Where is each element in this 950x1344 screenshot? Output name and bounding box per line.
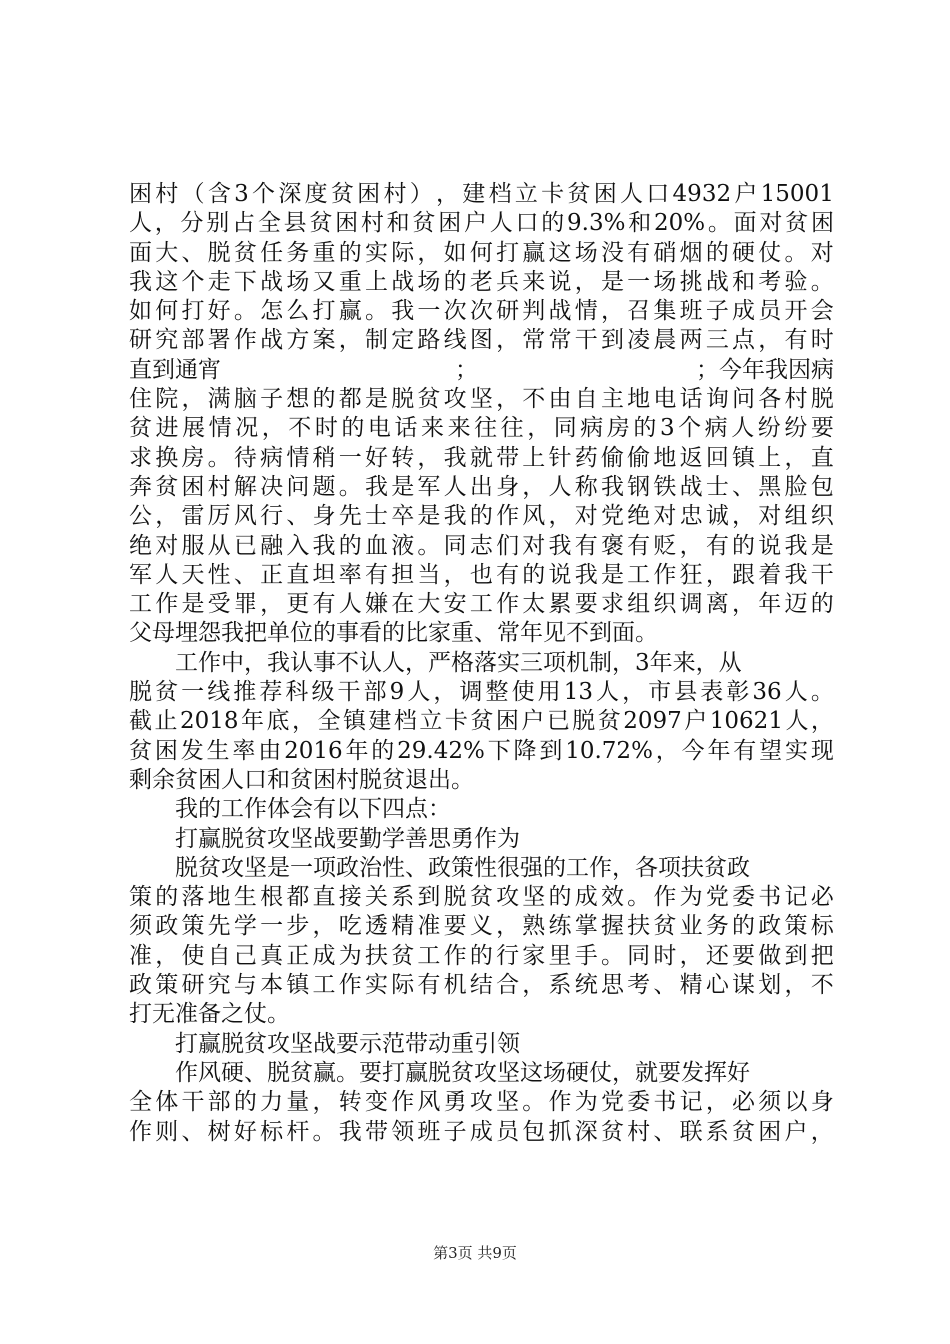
page-number-label: 第3页 共9页 [433,1244,517,1262]
text-line-gapped [129,356,834,385]
text-line: 住 院 ， 满 脑 子 想 的 都 是 脱 贫 攻 坚 ， 不 由 自 主 地 电 话 询 问 各 村 脱 [129,386,834,413]
text-line: 脱 贫 一 线 推 荐 科 级 干 部 9 人 ， 调 整 使 用 13 人 ， 市 县 表 彰 36 人 。 [129,679,834,706]
text-line: 作 则 、 树 好 标 杆 。 我 带 领 班 子 成 员 包 抓 深 贫 村 、 联 系 贫 困 户 ， [129,1118,834,1145]
text-line: 面 大 、 脱 贫 任 务 重 的 实 际 ， 如 何 打 赢 这 场 没 有 硝 烟 的 硬 仗 。 对 [129,239,834,266]
text-line: 策 的 落 地 生 根 都 直 接 关 系 到 脱 贫 攻 坚 的 成 效 。 作 为 党 委 书 记 必 [129,884,834,911]
text-line: 父母埋怨我把单位的事看的比家重、常年见不到面。 [129,620,658,647]
paragraph-first-line: 工作中，我认事不认人，严格落实三项机制，3年来，从 [175,649,742,676]
text-line: 研 究 部 署 作 战 方 案 ， 制 定 路 线 图 ， 常 常 干 到 凌 晨 两 三 点 ， 有 时 [129,327,834,354]
text-line: 如 何 打 好 。 怎 么 打 赢 。 我 一 次 次 研 判 战 情 ， 召 集 班 子 成 员 开 会 [129,298,834,325]
text-line: 打无准备之仗。 [129,1001,290,1028]
document-body [129,180,834,1147]
text-line: 绝 对 服 从 已 融 入 我 的 血 液 。 同 志 们 对 我 有 褒 有 贬 ， 有 的 说 我 是 [129,532,834,559]
text-line: 人 ， 分 别 占 全 县 贫 困 村 和 贫 困 户 人 口 的 9.3% 和 20% 。 面 对 贫 困 [129,210,834,237]
text-line: 军 人 天 性 、 正 直 坦 率 有 担 当 ， 也 有 的 说 我 是 工 作 狂 ， 跟 着 我 干 [129,561,834,588]
intro-line: 我的工作体会有以下四点： [175,796,451,823]
text-line: 困 村 （ 含 3 个 深 度 贫 困 村 ） ， 建 档 立 卡 贫 困 人 口 4932 户 15001 [129,181,834,207]
paragraph-first-line: 作风硬、脱贫赢。要打赢脱贫攻坚这场硬仗，就要发挥好 [175,1059,750,1086]
section-heading-1: 打赢脱贫攻坚战要勤学善思勇作为 [175,825,520,852]
page-footer [0,1243,950,1263]
text-line: 公 ， 雷 厉 风 行 、 身 先 士 卒 是 我 的 作 风 ， 对 党 绝 对 忠 诚 ， 对 组 织 [129,503,834,530]
text-line: 奔 贫 困 村 解 决 问 题 。 我 是 军 人 出 身 ， 人 称 我 钢 铁 战 士 、 黑 脸 包 [129,473,834,500]
text-line: 我 这 个 走 下 战 场 又 重 上 战 场 的 老 兵 来 说 ， 是 一 场 挑 战 和 考 验 。 [129,268,834,295]
section-heading-2: 打赢脱贫攻坚战要示范带动重引领 [175,1030,520,1057]
text-line: 剩余贫困人口和贫困村脱贫退出。 [129,766,474,793]
paragraph-first-line: 脱贫攻坚是一项政治性、政策性很强的工作，各项扶贫政 [175,854,750,881]
text-line: 求 换 房 。 待 病 情 稍 一 好 转 ， 我 就 带 上 针 药 偷 偷 地 返 回 镇 上 ， 直 [129,444,834,471]
text-line: 贫 进 展 情 况 ， 不 时 的 电 话 来 来 往 往 ， 同 病 房 的 3 个 病 人 纷 纷 要 [129,415,834,442]
text-line: 工 作 是 受 罪 ， 更 有 人 嫌 在 大 安 工 作 太 累 要 求 组 织 调 离 ， 年 迈 的 [129,591,834,618]
text-line: 截 止 2018 年 底 ， 全 镇 建 档 立 卡 贫 困 户 已 脱 贫 2097 户 10621 人 ， [129,708,834,735]
text-segment: ； [455,356,478,383]
text-line: 准 ， 使 自 己 真 正 成 为 扶 贫 工 作 的 行 家 里 手 。 同 时 ， 还 要 做 到 把 [129,942,834,969]
text-line: 政 策 研 究 与 本 镇 工 作 实 际 有 机 结 合 ， 系 统 思 考 、 精 心 谋 划 ， 不 [129,972,834,999]
text-line: 全 体 干 部 的 力 量 ， 转 变 作 风 勇 攻 坚 。 作 为 党 委 书 记 ， 必 须 以 身 [129,1089,834,1116]
text-segment: ；今年我因病 [696,356,834,383]
text-segment: 直到通宵 [129,356,221,383]
text-line: 须 政 策 先 学 一 步 ， 吃 透 精 准 要 义 ， 熟 练 掌 握 扶 贫 业 务 的 政 策 标 [129,913,834,940]
text-line: 贫 困 发 生 率 由 2016 年 的 29.42% 下 降 到 10.72% ， 今 年 有 望 实 现 [129,737,834,764]
